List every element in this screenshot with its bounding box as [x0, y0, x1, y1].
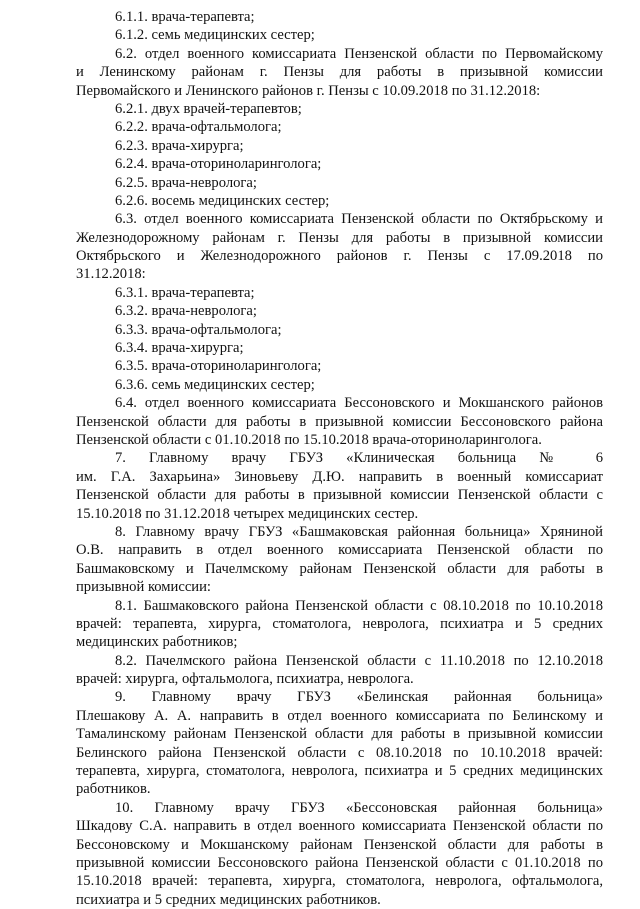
- text-line: 6.2.6. восемь медицинских сестер;: [115, 192, 330, 209]
- text-line: Белинского района Пензенской области с 08.10.2018 по 10.10.2018 врачей:: [76, 744, 603, 761]
- text-line: Первомайского и Ленинского районов г. Пензы с 10.09.2018 по 31.12.2018:: [76, 82, 541, 99]
- text-line: призывной комиссии Бессоновского района Пензенской области с 01.10.2018 по: [76, 854, 603, 871]
- text-line: врачей: хирурга, офтальмолога, психиатра, невролога.: [76, 671, 414, 688]
- text-line: 6.2.3. врача-хирурга;: [115, 137, 244, 154]
- text-line: Октябрьского и Железнодорожного районов г. Пензы с 17.09.2018 по: [76, 248, 603, 265]
- text-line: 6.2.5. врача-невролога;: [115, 174, 257, 191]
- text-line: 6.3.5. врача-оториноларинголога;: [115, 358, 322, 375]
- text-line: Пензенской области с 01.10.2018 по 15.10.2018 врача-оториноларинголога.: [76, 431, 542, 448]
- text-line: им. Г.А. Захарьина» Зиновьеву Д.Ю. направить в военный комиссариат: [76, 468, 603, 485]
- text-line: 6.3.3. врача-офтальмолога;: [115, 321, 282, 338]
- text-line: 6.4. отдел военного комиссариата Бессоновского и Мокшанского районов: [115, 395, 603, 412]
- text-line: 8. Главному врачу ГБУЗ «Башмаковская районная больница» Хряниной: [115, 523, 603, 540]
- text-line: 6.2.2. врача-офтальмолога;: [115, 119, 282, 136]
- text-line: 15.10.2018 врачей: терапевта, хирурга, стоматолога, невролога, офтальмолога,: [76, 873, 603, 890]
- text-line: призывной комиссии:: [76, 579, 211, 596]
- text-line: 7. Главному врачу ГБУЗ «Клиническая больница № 6: [115, 450, 603, 467]
- text-line: Пензенской области для работы в призывной комиссии Бессоновского района: [76, 413, 603, 430]
- text-line: работников.: [76, 781, 151, 798]
- text-line: 6.3. отдел военного комиссариата Пензенской области по Октябрьскому и: [115, 211, 603, 228]
- text-line: 6.3.1. врача-терапевта;: [115, 284, 255, 301]
- text-line: терапевта, хирурга, стоматолога, невролога, психиатра и 5 средних медицинских: [76, 763, 603, 780]
- text-line: психиатра и 5 средних медицинских работников.: [76, 891, 381, 908]
- text-line: Бессоновскому и Мокшанскому районам Пензенской области для работы в: [76, 836, 603, 853]
- text-line: 8.1. Башмаковского района Пензенской области с 08.10.2018 по 10.10.2018: [115, 597, 603, 614]
- text-line: 6.3.4. врача-хирурга;: [115, 340, 244, 357]
- text-line: медицинских работников;: [76, 634, 238, 651]
- document-page: [76, 8, 603, 909]
- text-line: 15.10.2018 по 31.12.2018 четырех медицинских сестер.: [76, 505, 419, 522]
- text-line: Тамалинскому районам Пензенской области для работы в призывной комиссии: [76, 726, 603, 743]
- text-line: Башмаковскому и Пачелмскому районам Пензенской области для работы в: [76, 560, 603, 577]
- text-line: Железнодорожному районам г. Пензы для работы в призывной комиссии: [76, 229, 603, 246]
- text-line: 10. Главному врачу ГБУЗ «Бессоновская районная больница»: [115, 799, 603, 816]
- text-line: 6.1.2. семь медицинских сестер;: [115, 27, 315, 44]
- text-line: 9. Главному врачу ГБУЗ «Белинская районная больница»: [115, 689, 603, 706]
- text-line: 8.2. Пачелмского района Пензенской области с 11.10.2018 по 12.10.2018: [115, 652, 603, 669]
- text-line: 31.12.2018:: [76, 266, 146, 283]
- text-line: Шкадову С.А. направить в отдел военного комиссариата Пензенской области по: [76, 818, 603, 835]
- text-line: 6.2.4. врача-оториноларинголога;: [115, 156, 322, 173]
- text-line: 6.3.6. семь медицинских сестер;: [115, 376, 315, 393]
- text-line: 6.1.1. врача-терапевта;: [115, 9, 255, 25]
- text-line: и Ленинскому районам г. Пензы для работы в призывной комиссии: [76, 64, 603, 81]
- text-line: Плешакову А. А. направить в отдел военного комиссариата по Белинскому и: [76, 707, 603, 724]
- text-line: 6.2. отдел военного комиссариата Пензенской области по Первомайскому: [115, 45, 603, 62]
- text-line: Пензенской области для работы в призывной комиссии Пензенской области с: [76, 487, 603, 504]
- text-line: врачей: терапевта, хирурга, стоматолога, невролога, психиатра и 5 средних: [76, 615, 603, 632]
- text-line: 6.3.2. врача-невролога;: [115, 303, 257, 320]
- text-line: О.В. направить в отдел военного комиссариата Пензенской области по: [76, 542, 603, 559]
- text-line: 6.2.1. двух врачей-терапевтов;: [115, 100, 302, 117]
